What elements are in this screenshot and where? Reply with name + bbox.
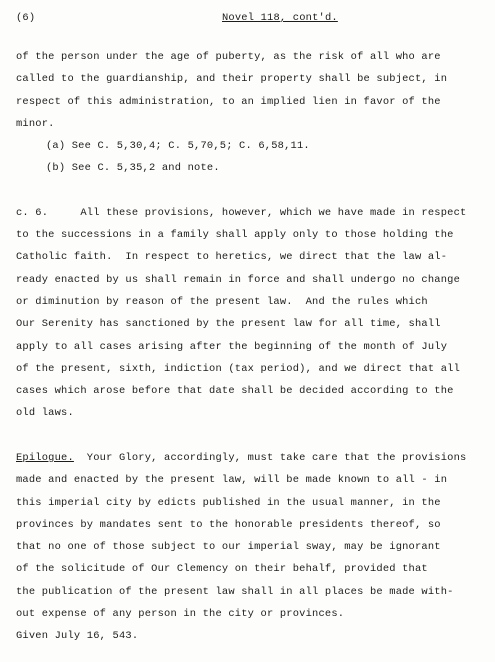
- text-line: made and enacted by the present law, will be made known to all - in: [16, 474, 448, 486]
- text-line: this imperial city by edicts published in the usual manner, in the: [16, 497, 441, 509]
- epilogue-label: Epilogue.: [16, 452, 74, 464]
- text-line: respect of this administration, to an implied lien in favor of the: [16, 96, 441, 108]
- text-line: called to the guardianship, and their property shall be subject, in: [16, 73, 448, 85]
- text-line: or diminution by reason of the present law. And the rules which: [16, 296, 428, 308]
- text-line: Our Serenity has sanctioned by the present law for all time, shall: [16, 318, 441, 330]
- text-line: old laws.: [16, 407, 74, 419]
- footnote-b: (b) See C. 5,35,2 and note.: [46, 162, 220, 174]
- page-title: Novel 118, cont'd.: [222, 12, 338, 24]
- text-line: c. 6. All these provisions, however, which we have made in respect: [16, 207, 467, 219]
- text-line: of the person under the age of puberty, as the risk of all who are: [16, 51, 441, 63]
- text-line: the publication of the present law shall in all places be made with-: [16, 586, 454, 598]
- epilogue-first-text: Your Glory, accordingly, must take care that the provisions: [73, 452, 467, 464]
- text-line: that no one of those subject to our imperial sway, may be ignorant: [16, 541, 441, 553]
- text-line: Catholic faith. In respect to heretics, we direct that the law al-: [16, 251, 448, 263]
- text-line: minor.: [16, 118, 55, 130]
- text-line: provinces by mandates sent to the honorable presidents thereof, so: [16, 519, 441, 531]
- footnote-a: (a) See C. 5,30,4; C. 5,70,5; C. 6,58,11.: [46, 140, 310, 152]
- epilogue-first-line: [16, 452, 466, 464]
- text-line: to the successions in a family shall apply only to those holding the: [16, 229, 454, 241]
- text-line: cases which arose before that date shall be decided according to the: [16, 385, 454, 397]
- given-date: Given July 16, 543.: [16, 630, 139, 642]
- text-line: ready enacted by us shall remain in force and shall undergo no change: [16, 274, 461, 286]
- page-number: (6): [16, 12, 36, 24]
- text-line: of the solicitude of Our Clemency on their behalf, provided that: [16, 563, 428, 575]
- text-line: of the present, sixth, indiction (tax period), and we direct that all: [16, 363, 461, 375]
- text-line: out expense of any person in the city or provinces.: [16, 608, 345, 620]
- text-line: apply to all cases arising after the beginning of the month of July: [16, 341, 448, 353]
